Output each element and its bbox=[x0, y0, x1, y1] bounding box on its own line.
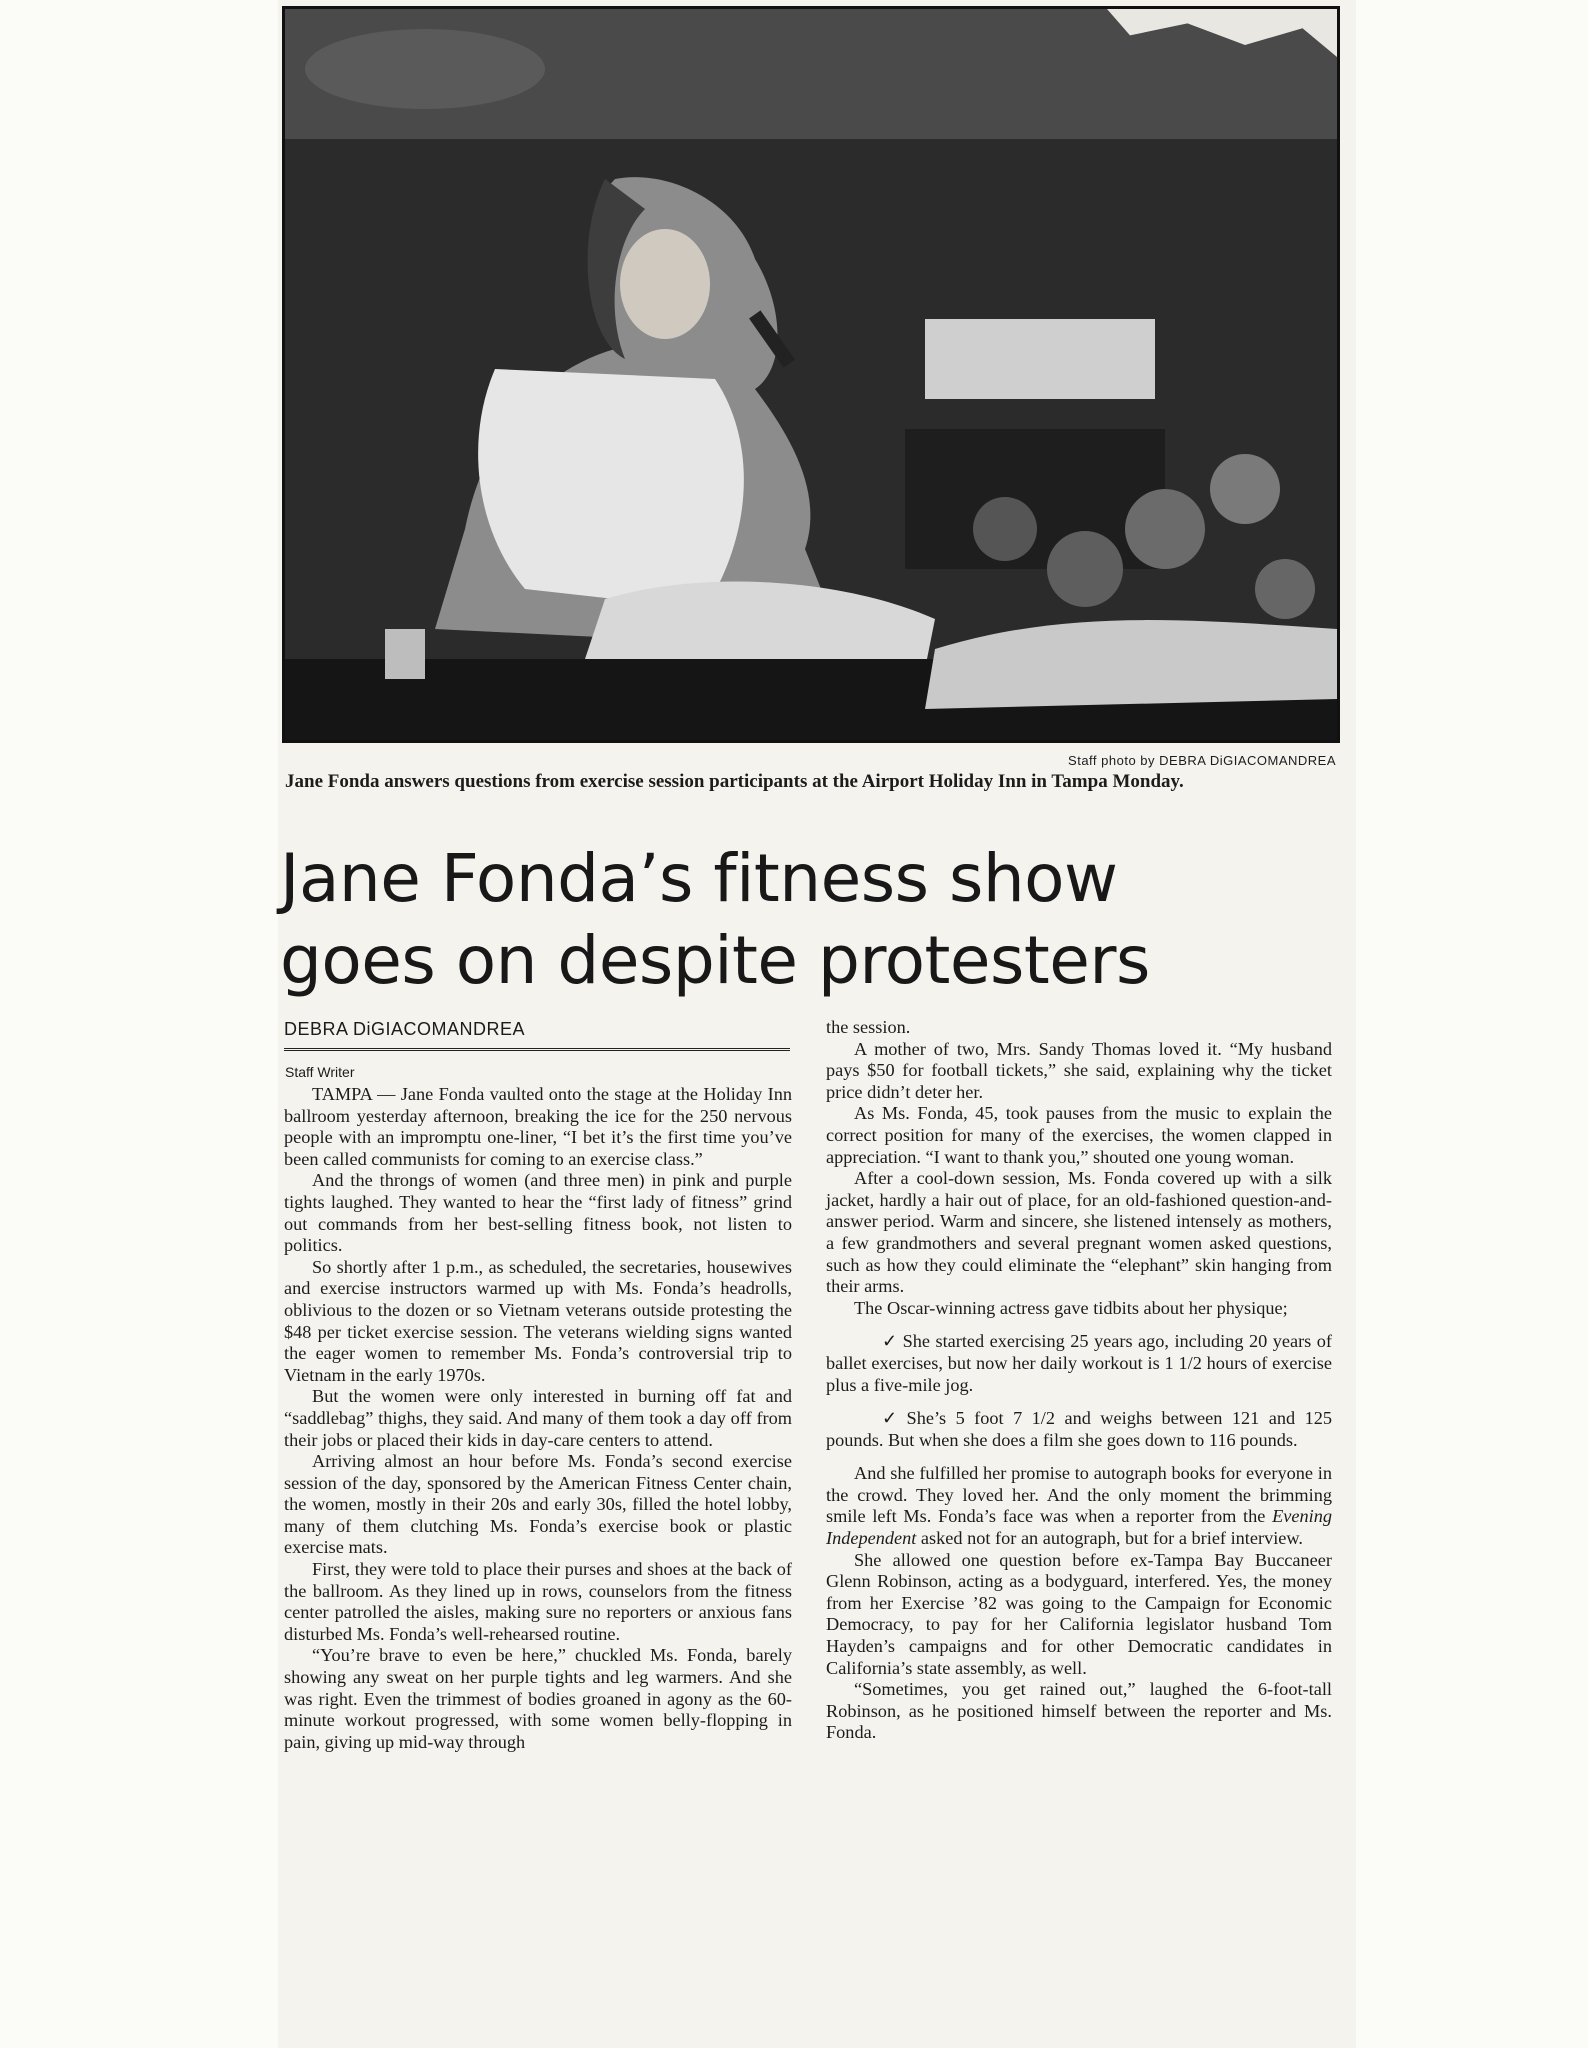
byline-role: Staff Writer bbox=[285, 1064, 355, 1080]
paragraph: Arriving almost an hour before Ms. Fonda’s second exercise session of the day, sponsored by the American Fitness Center chain, the women, mostly in their 20s and early 30s, filled the hotel lobby, many of them clutching Ms. Fonda’s exercise book or plastic exercise mats. bbox=[284, 1451, 792, 1558]
newspaper-name: Evening Independent bbox=[826, 1506, 1332, 1549]
paragraph: But the women were only interested in burning off fat and “saddlebag” thighs, they said. And many of them took a day off from their jobs or placed their kids in day-care centers to attend. bbox=[284, 1386, 792, 1450]
paragraph-text: And she fulfilled her promise to autograph books for everyone in the crowd. They loved her. And the only moment the brimming smile left Ms. Fonda’s face was when a reporter from the bbox=[826, 1463, 1332, 1527]
paragraph: A mother of two, Mrs. Sandy Thomas loved it. “My husband pays $50 for football tickets,” she said, explaining why the ticket price didn’t deter her. bbox=[826, 1038, 1332, 1102]
byline-name: DEBRA DiGIACOMANDREA bbox=[284, 1019, 526, 1039]
headline bbox=[280, 838, 1360, 1002]
bullet-item bbox=[826, 1408, 1332, 1451]
paragraph: “Sometimes, you get rained out,” laughed the 6-foot-tall Robinson, as he positioned himself between the reporter and Ms. Fonda. bbox=[826, 1679, 1332, 1743]
paragraph: She allowed one question before ex-Tampa Bay Buccaneer Glenn Robinson, acting as a bodyguard, interfered. Yes, the money from her Exercise ’82 was going to the Campaign for Economic Democracy, to pay for her California legislator husband Tom Hayden’s campaigns and for other Democratic candidates in California’s state assembly, as well. bbox=[826, 1549, 1332, 1678]
check-mark-icon: ✓ bbox=[882, 1408, 898, 1429]
paragraph: So shortly after 1 p.m., as scheduled, the secretaries, housewives and exercise instructors warmed up with Ms. Fonda’s headrolls, oblivious to the dozen or so Vietnam veterans outside protesting the $48 per ticket exercise session. The veterans wielding signs wanted the eager women to remember Ms. Fonda’s controversial trip to Vietnam in the early 1970s. bbox=[284, 1256, 792, 1385]
paragraph bbox=[826, 1463, 1332, 1549]
photo-credit: Staff photo by DEBRA DiGIACOMANDREA bbox=[1068, 753, 1336, 768]
article-column-2 bbox=[826, 1017, 1332, 1744]
paragraph: TAMPA — Jane Fonda vaulted onto the stage at the Holiday Inn ballroom yesterday afternoon, breaking the ice for the 250 nervous people with an impromptu one-liner, “I bet it’s the first time you’ve been called communists for coming to an exercise class.” bbox=[284, 1084, 792, 1169]
headline-line-1: Jane Fonda’s fitness show bbox=[280, 840, 1118, 917]
check-mark-icon: ✓ bbox=[882, 1331, 898, 1352]
paragraph: “You’re brave to even be here,” chuckled Ms. Fonda, barely showing any sweat on her purple tights and leg warmers. And she was right. Even the trimmest of bodies groaned in agony as the 60-minute workout progressed, with some women belly-flopping in pain, giving up mid-way through bbox=[284, 1645, 792, 1752]
byline bbox=[284, 1019, 790, 1051]
photo-caption: Jane Fonda answers questions from exercise session participants at the Airport Holiday Inn in Tampa Monday. bbox=[285, 771, 1184, 792]
bullet-item bbox=[826, 1331, 1332, 1396]
paragraph: After a cool-down session, Ms. Fonda covered up with a silk jacket, hardly a hair out of place, for an old-fashioned question-and-answer period. Warm and sincere, she listened intensely as mothers, a few grandmothers and several pregnant women asked questions, such as how they could eliminate the “elephant” skin hanging from their arms. bbox=[826, 1168, 1332, 1297]
paragraph-text: asked not for an autograph, but for a brief interview. bbox=[916, 1528, 1304, 1549]
paragraph: the session. bbox=[826, 1017, 911, 1037]
bullet-text: She’s 5 foot 7 1/2 and weighs between 121 and 125 pounds. But when she does a film she goes down to 116 pounds. bbox=[826, 1408, 1332, 1450]
news-photo bbox=[282, 6, 1340, 743]
headline-line-2: goes on despite protesters bbox=[280, 922, 1150, 999]
bullet-text: She started exercising 25 years ago, including 20 years of ballet exercises, but now her daily workout is 1 1/2 hours of exercise plus a five-mile jog. bbox=[826, 1331, 1332, 1395]
paragraph: And the throngs of women (and three men) in pink and purple tights laughed. They wanted to hear the “first lady of fitness” grind out commands from her best-selling fitness book, not listen to politics. bbox=[284, 1170, 792, 1256]
paragraph: As Ms. Fonda, 45, took pauses from the music to explain the correct position for many of the exercises, the women clapped in appreciation. “I want to thank you,” shouted one young woman. bbox=[826, 1103, 1332, 1167]
article-column-1 bbox=[284, 1084, 792, 1753]
paragraph: First, they were told to place their purses and shoes at the back of the ballroom. As they lined up in rows, counselors from the fitness center patrolled the aisles, making sure no reporters or anxious fans disturbed Ms. Fonda’s well-rehearsed routine. bbox=[284, 1559, 792, 1644]
photo-jane-fonda-on-stage-icon bbox=[285, 9, 1337, 740]
paragraph: The Oscar-winning actress gave tidbits about her physique; bbox=[854, 1297, 1288, 1318]
